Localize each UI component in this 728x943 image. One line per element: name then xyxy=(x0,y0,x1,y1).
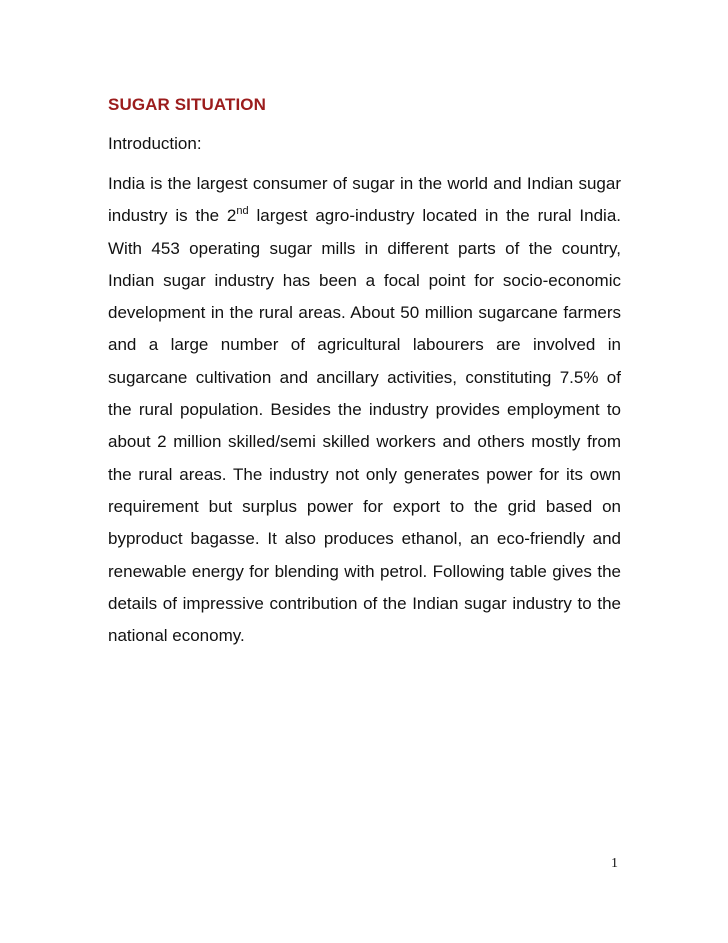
paragraph-text-part-2: largest agro-industry located in the rural India. With 453 operating sugar mills in different parts of the country, Indian sugar industry has been a focal point for socio-economic development in the rural areas. About 50 million sugarcane farmers and a large number of agricultural labourers are involved in sugarcane cultivation and ancillary activities, constituting 7.5% of the rural population. Besides the industry provides employment to about 2 million skilled/semi skilled workers and others mostly from the rural areas. The industry not only generates power for its own requirement but surplus power for export to the grid based on byproduct bagasse. It also produces ethanol, an eco-friendly and renewable energy for blending with petrol. Following table gives the details of impressive contribution of the Indian sugar industry to the national economy. xyxy=(108,206,622,646)
page-number: 1 xyxy=(611,856,618,871)
paragraph-text-part-1: India is the largest consumer of sugar in the world and Indian sugar industry is the 2 xyxy=(108,174,621,226)
section-heading: SUGAR SITUATION xyxy=(108,95,266,114)
introduction-paragraph xyxy=(108,168,621,652)
ordinal-superscript: nd xyxy=(236,205,249,218)
introduction-label: Introduction: xyxy=(108,134,202,153)
